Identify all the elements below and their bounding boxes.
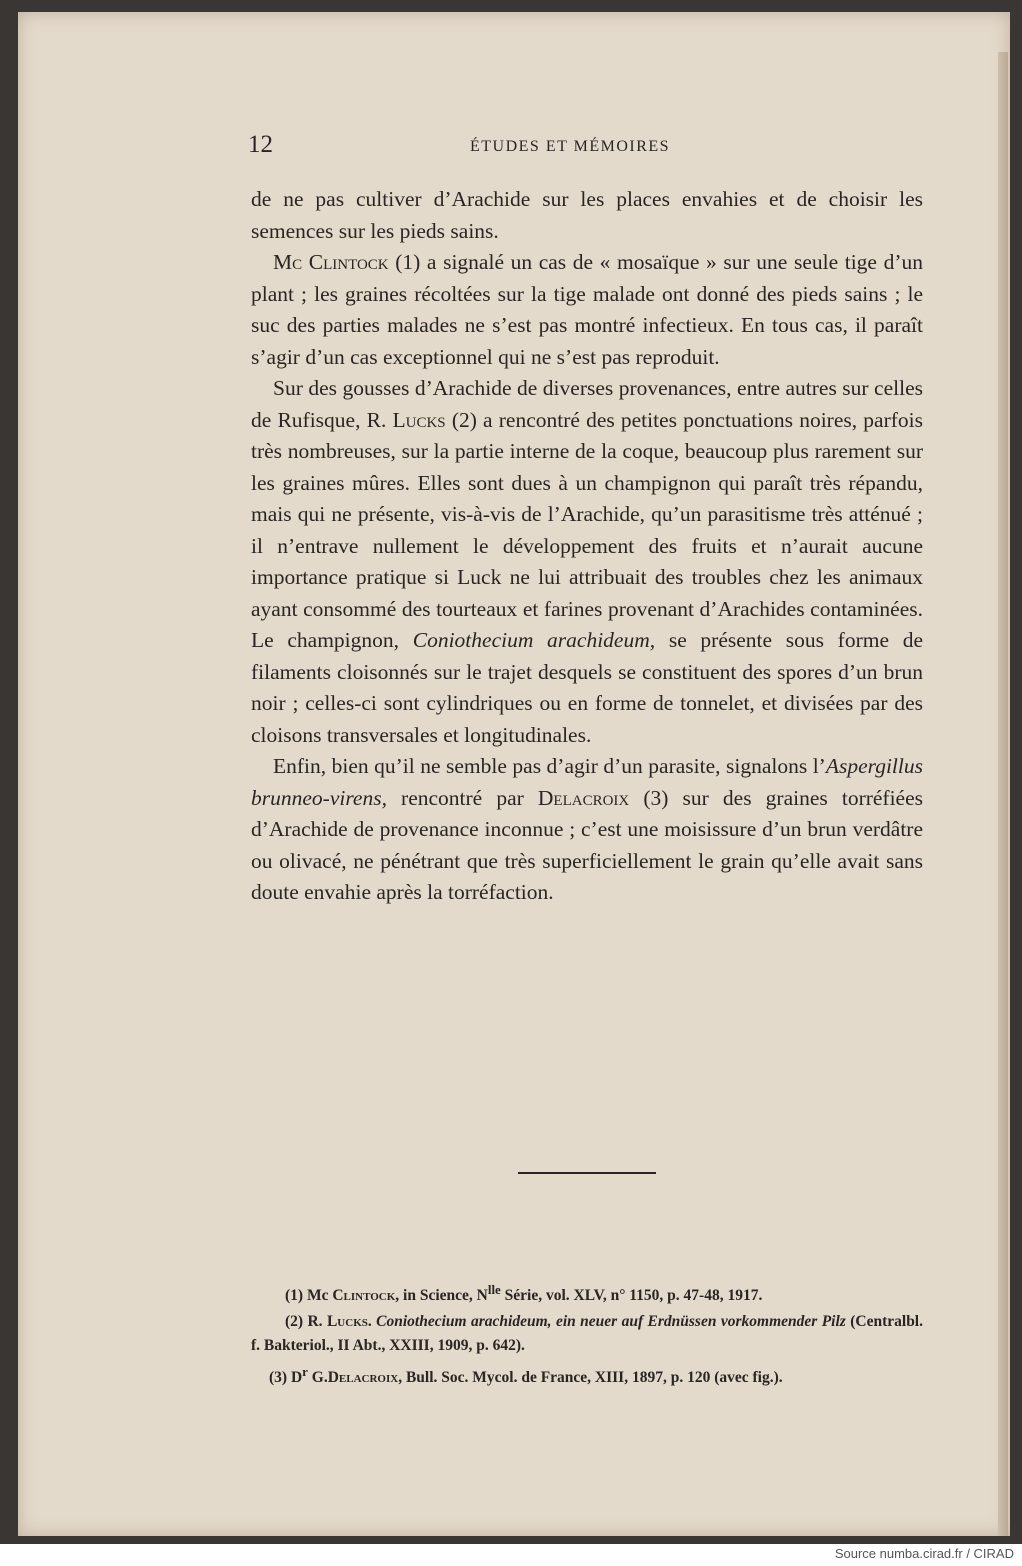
- footnote-2: [251, 1310, 923, 1358]
- author-name: Lucks: [392, 407, 446, 432]
- footnote-3-marker: (3) D: [269, 1369, 303, 1387]
- paragraph-3: [251, 373, 923, 751]
- body-text: [251, 184, 923, 909]
- footnote-3-text-b: , Bull. Soc. Mycol. de France, XIII, 1897, p. 120 (avec fig.).: [398, 1369, 783, 1387]
- author-name: Delacroix: [327, 1369, 399, 1387]
- paragraph-3-text-a: Sur des gousses d’Arachide de diverses provenances, entre autres sur celles de Rufisque, R.: [251, 376, 923, 432]
- footnote-1-text-a: , in Science, N: [395, 1287, 488, 1305]
- superscript: r: [302, 1364, 308, 1380]
- footnote-2-text-a: .: [367, 1313, 377, 1331]
- paragraph-3-text-c: se présente sous forme de filaments cloisonnés sur le trajet desquels se constituent des spores d’un brun noir ; celles-ci sont cylindriques ou en forme de tonnelet, et divisées par des cloisons transversales et longitudinales.: [251, 628, 924, 747]
- paragraph-4-text-a: Enfin, bien qu’il ne semble pas d’agir d’un parasite, signalons l’: [273, 754, 826, 778]
- superscript: lle: [487, 1282, 501, 1297]
- author-name: Lucks: [326, 1313, 368, 1331]
- source-credit: Source numba.cirad.fr / CIRAD: [834, 1546, 1014, 1561]
- author-name: Clintock: [332, 1287, 396, 1305]
- species-name: Coniothecium arachideum,: [412, 628, 656, 652]
- author-name: Mc Clintock: [273, 250, 389, 274]
- paragraph-3-text-b: (2) a rencontré des petites ponctuations noires, parfois très nombreuses, sur la partie interne de la coque, beaucoup plus rarement sur les graines mûres. Elles sont dues à un champignon qui paraît très répandu, mais qui ne présente, vis-à-vis de l’Arachide, qu’un parasitisme très atténué ; il n’entrave nullement le développement des fruits et n’aurait aucune importance pratique si Luck ne lui attribuait des troubles chez les animaux ayant consommé des tourteaux et farines provenant d’Arachides contaminées. Le champignon,: [251, 407, 923, 652]
- paragraph-2-text: (1) a signalé un cas de « mosaïque » sur une seule tige d’un plant ; les graines récoltées sur la tige malade ont donné des pieds sains ; le suc des parties malades ne s’est pas montré infectieux. En tous cas, il paraît s’agir d’un cas exceptionnel qui ne s’est pas reproduit.: [251, 250, 924, 369]
- page-edge: [998, 52, 1008, 1536]
- footnote-2-marker: (2) R.: [285, 1313, 327, 1331]
- paragraph-4-text-b: rencontré par: [386, 785, 538, 810]
- author-name: Delacroix: [537, 785, 630, 810]
- footnote-3: [251, 1360, 923, 1390]
- paragraph-1: de ne pas cultiver d’Arachide sur les places envahies et de choisir les semences sur les pieds sains.: [251, 187, 923, 243]
- section-divider: [518, 1172, 656, 1174]
- running-title: ÉTUDES ET MÉMOIRES: [470, 138, 671, 155]
- footnote-1-marker: (1) Mc: [285, 1287, 333, 1305]
- footnote-2-text-b: (Centralbl. f. Bakteriol., II Abt., XXIII, 1909, p. 642).: [251, 1313, 923, 1355]
- paragraph-4-text-c: (3) sur des graines torréfiées d’Arachide de provenance inconnue ; c’est une moisissure d’un brun verdâtre ou olivacé, ne pénétrant que très superficiellement le grain qu’elle avait sans doute envahie après la torréfaction.: [251, 785, 924, 904]
- paragraph-2: [251, 247, 923, 373]
- species-name: Aspergillus brunneo-virens,: [251, 754, 923, 810]
- footnote-3-text-a: G.: [307, 1369, 328, 1387]
- footnotes: [251, 1278, 923, 1392]
- page-number: 12: [248, 131, 273, 158]
- work-title: Coniothecium arachideum, ein neuer auf Erdnüssen vorkommender Pilz: [376, 1313, 846, 1331]
- footnote-1: [251, 1278, 923, 1308]
- paragraph-4: [251, 751, 923, 909]
- footnote-1-text-b: Série, vol. XLV, n° 1150, p. 47-48, 1917.: [500, 1287, 763, 1305]
